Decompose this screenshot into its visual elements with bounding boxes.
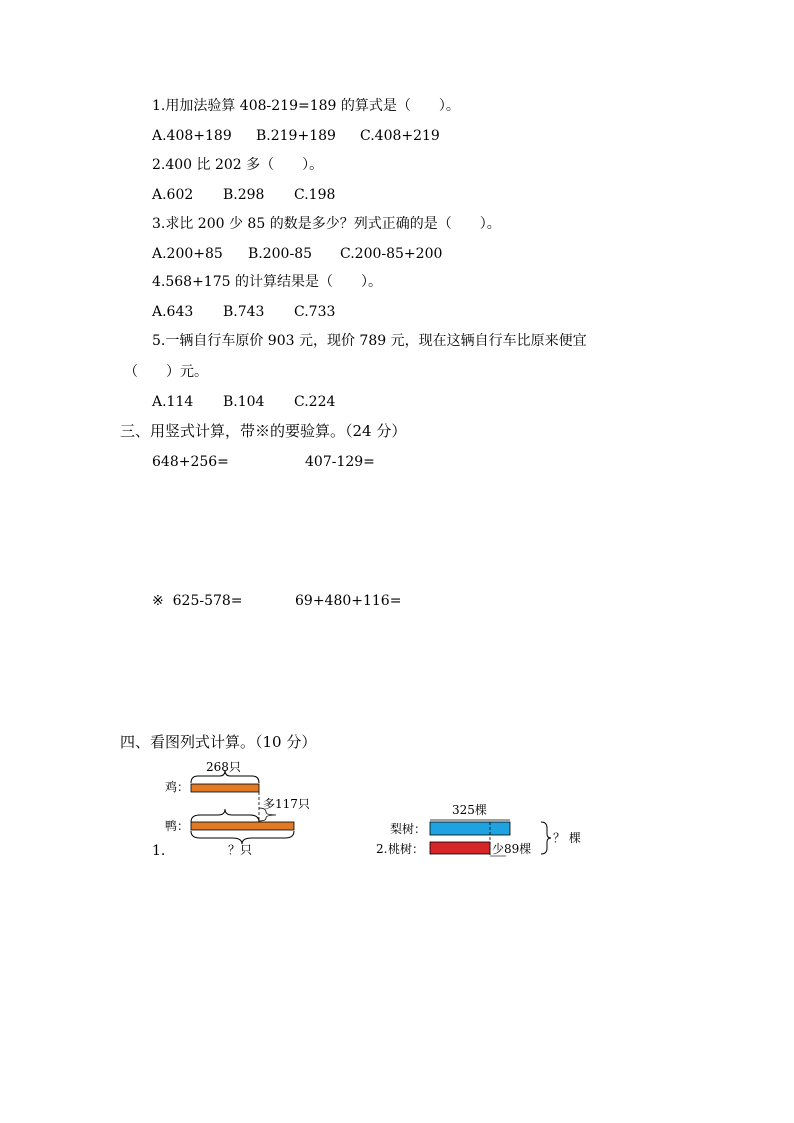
section3-heading: 三、用竖式计算，带※的要验算。（24 分） [120,422,407,440]
q5-option-b: B.104 [223,394,265,410]
diagram1-top-label: 268只 [206,760,241,774]
diagram1-row1-label: 鸡： [165,780,190,794]
q5-option-c: C.224 [294,394,336,410]
q4-option-a: A.643 [152,304,194,320]
diagram2-right-brace [541,822,551,854]
diagram1-number: 1. [152,843,166,859]
problem-4: 69+480+116= [295,593,402,609]
diagram1-top-brace [191,770,259,783]
q2-option-b: B.298 [223,187,265,203]
q4-option-c: C.733 [294,304,336,320]
diagram1-row2-label: 鸭： [165,819,190,833]
diagram1-bottom-brace [191,831,294,844]
question-2: 2.400 比 202 多（ ）。 [152,157,324,173]
q1-option-c: C.408+219 [360,128,440,144]
diagram1-mid-brace [191,809,259,822]
q1-option-a: A.408+189 [152,128,232,144]
question-4: 4.568+175 的计算结果是（ ）。 [152,274,382,290]
q3-option-c: C.200-85+200 [340,246,443,262]
q4-option-b: B.743 [223,304,265,320]
diagram2-top-label: 325棵 [452,803,487,817]
diagram2-row1-label: 梨树： [390,822,427,836]
problem-2: 407-129= [305,454,375,470]
diagram1-more-label: 多117只 [263,797,310,811]
pear-bar [430,822,510,835]
q1-option-b: B.219+189 [256,128,336,144]
q5-option-a: A.114 [152,394,194,410]
q2-option-a: A.602 [152,187,194,203]
section4-heading: 四、看图列式计算。（10 分） [120,733,317,751]
question-1: 1.用加法验算 408-219=189 的算式是（ ）。 [152,98,460,114]
diagram2-number: 2. [376,842,388,856]
diagram2-total-label: ？ 棵 [553,831,581,845]
q2-option-c: C.198 [294,187,336,203]
question-5: 5.一辆自行车原价 903 元，现价 789 元，现在这辆自行车比原来便宜 [152,333,587,349]
q3-option-b: B.200-85 [248,246,313,262]
problem-3: ※ 625-578= [152,593,243,609]
diagram2-less-label: 少89棵 [492,842,532,856]
q3-option-a: A.200+85 [152,246,223,262]
peach-bar [430,842,490,854]
diagram1-more-brace [259,808,276,821]
diagram2-row2-label: 桃树： [388,842,425,856]
diagram1-bottom-label: ？只 [228,843,253,857]
duck-bar [191,822,294,830]
question-3: 3.求比 200 少 85 的数是多少？列式正确的是（ ）。 [152,216,501,232]
chicken-bar [191,784,259,792]
question-5-continuation: （ ）元。 [124,364,208,380]
problem-1: 648+256= [152,454,229,470]
